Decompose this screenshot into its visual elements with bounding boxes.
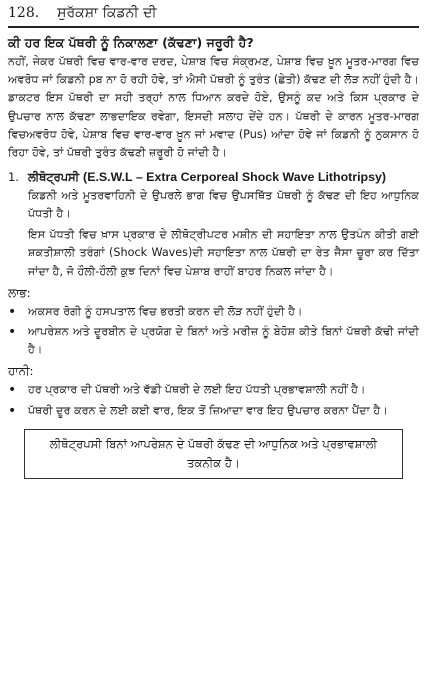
section-title-open-paren: (	[83, 170, 88, 185]
section-heading	[8, 168, 419, 187]
list-item	[8, 381, 419, 399]
list-item-text: ਪੱਥਰੀ ਦੂਰ ਕਰਨ ਦੇ ਲਈ ਕਈ ਵਾਰ, ਇਕ ਤੋਂ ਜ਼ਿਆਦਾ ਵਾਰ ਇਹ ਉਪਚਾਰ ਕਰਨਾ ਪੈਂਦਾ ਹੈ।	[28, 403, 388, 417]
bullet-icon: •	[8, 402, 17, 419]
bullet-icon: •	[8, 323, 17, 340]
section-title	[28, 168, 386, 187]
list-item	[8, 323, 419, 359]
list-item	[8, 402, 419, 420]
benefits-list	[8, 303, 419, 360]
summary-box: ਲੀਥੋਟ੍ਰਪਸੀ ਬਿਨਾਂ ਆਪਰੇਸ਼ਨ ਦੇ ਪੱਥਰੀ ਕੱਢਣ ਦੀ ਆਧੁਨਿਕ ਅਤੇ ਪ੍ਰਭਾਵਸ਼ਾਲੀ ਤਕਨੀਕ ਹੈ।	[24, 429, 403, 479]
question-heading: ਕੀ ਹਰ ਇਕ ਪੱਥਰੀ ਨੂੰ ਨਿਕਾਲਣਾ (ਕੱਢਣਾ) ਜਰੂਰੀ ਹੈ?	[8, 35, 254, 50]
drawbacks-label: ਹਾਨੀ:	[8, 364, 34, 379]
section-body	[8, 187, 419, 281]
list-item-text: ਆਪਰੇਸ਼ਨ ਅਤੇ ਦੂਰਬੀਨ ਦੇ ਪ੍ਰਯੋਗ ਦੇ ਬਿਨਾਂ ਅਤੇ ਮਰੀਜ਼ ਨੂੰ ਬੇਹੋਸ਼ ਕੀਤੇ ਬਿਨਾਂ ਪੱਥਰੀ ਕੱਢੀ ਜਾਂਦੀ ਹੈ।	[28, 324, 419, 357]
running-title: ਸੁਰੱਕਸ਼ਾ ਕਿਡਨੀ ਦੀ	[57, 5, 157, 21]
section-paragraph-2: ਇਸ ਪੱਧਤੀ ਵਿਚ ਖ਼ਾਸ ਪ੍ਰਕਾਰ ਦੇ ਲੀਥੋਟ੍ਰੀਪਟਰ ਮਸ਼ੀਨ ਦੀ ਸਹਾਇਤਾ ਨਾਲ ਉਤਪੰਨ ਕੀਤੀ ਗਈ ਸ਼ਕਤੀਸ਼ਾਲੀ ਤਰੰਗਾਂ (Shock Waves)ਦੀ ਸਹਾਇਤਾ ਨਾਲ ਪੱਥਰੀ ਦਾ ਰੇਤ ਜੈਸਾ ਚੂਰਾ ਕਰ ਦਿੱਤਾ ਜਾਂਦਾ ਹੈ, ਜੋ ਹੌਲੀ-ਹੌਲੀ ਕੁਝ ਦਿਨਾਂ ਵਿਚ ਪੇਸ਼ਾਬ ਰਾਹੀਂ ਬਾਹਰ ਨਿਕਲ ਜਾਂਦਾ ਹੈ।	[28, 228, 419, 278]
drawbacks-list	[8, 381, 419, 419]
section-number: 1.	[8, 170, 19, 185]
list-item-text: ਅਕਸਰ ਰੋਗੀ ਨੂੰ ਹਸਪਤਾਲ ਵਿਚ ਭਰਤੀ ਕਰਨ ਦੀ ਲੋੜ ਨਹੀਂ ਹੁੰਦੀ ਹੈ।	[28, 304, 303, 318]
section-title-english: E.S.W.L – Extra Cerporeal Shock Wave Lithotripsy)	[87, 170, 387, 185]
page-header	[8, 0, 419, 28]
page-number: 128.	[8, 5, 40, 21]
benefits-label: ਲਾਭ:	[8, 285, 31, 300]
bullet-icon: •	[8, 382, 17, 399]
list-item	[8, 303, 419, 321]
answer-paragraph: ਨਹੀਂ, ਜੇਕਰ ਪੱਥਰੀ ਵਿਚ ਵਾਰ-ਵਾਰ ਦਰਦ, ਪੇਸ਼ਾਬ ਵਿਚ ਸੰਕ੍ਰਮਣ, ਪੇਸ਼ਾਬ ਵਿਚ ਖ਼ੂਨ ਮੂਤਰ-ਮਾਰਗ ਵਿਚ ਅਵਰੋਧ ਜਾਂ ਕਿਡਨੀ pਬ ਨਾ ਹੋ ਰਹੀ ਹੋਵੇ, ਤਾਂ ਐਸੀ ਪੱਥਰੀ ਨੂੰ ਤੁਰੰਤ (ਛੇਤੀ) ਕੱਢਣ ਦੀ ਲੋੜ ਨਹੀਂ ਹੁੰਦੀ ਹੈ। ਡਾਕਟਰ ਇਸ ਪੱਥਰੀ ਦਾ ਸਹੀ ਤਰ੍ਹਾਂ ਨਾਲ ਧਿਆਨ ਕਰਦੇ ਹੋਏ, ਉਸਨੂੰ ਕਦ ਅਤੇ ਕਿਸ ਪ੍ਰਕਾਰ ਦੇ ਉਪਚਾਰ ਨਾਲ ਕੱਢਣਾ ਲਾਭਦਾਇਕ ਰਵੇਗਾ, ਇਸਦੀ ਸਲਾਹ ਦੇਂਦੇ ਹਨ। ਪੱਥਰੀ ਦੇ ਕਾਰਨ ਮੂਤਰ-ਮਾਰਗ ਵਿਚਅਵਰੋਧ ਹੋਵੇ, ਪੇਸ਼ਾਬ ਵਿਚ ਵਾਰ-ਵਾਰ ਖ਼ੂਨ ਜਾਂ ਮਵਾਦ (Pus) ਆਂਦਾ ਹੋਵੇ ਜਾਂ ਕਿਡਨੀ ਨੂੰ ਨੁਕਸਾਨ ਹੋ ਰਿਹਾ ਹੋਵੇ, ਤਾਂ ਪੱਥਰੀ ਤੁਰੰਤ ਕੱਢਣੀ ਜ਼ਰੂਰੀ ਹੋ ਜਾਂਦੀ ਹੈ।	[8, 55, 419, 160]
list-item-text: ਹਰ ਪ੍ਰਕਾਰ ਦੀ ਪੱਥਰੀ ਅਤੇ ਵੱਡੀ ਪੱਥਰੀ ਦੇ ਲਈ ਇਹ ਪੱਧਤੀ ਪ੍ਰਭਾਵਸ਼ਾਲੀ ਨਹੀਂ ਹੈ।	[28, 383, 366, 397]
bullet-icon: •	[8, 303, 17, 320]
section-title-punjabi: ਲੀਥੋਟ੍ਰਪਸੀ	[28, 170, 80, 185]
section-paragraph-1: ਕਿਡਨੀ ਅਤੇ ਮੂਤਰਵਾਹਿਨੀ ਦੇ ਉਪਰਲੇ ਭਾਗ ਵਿਚ ਉਪਸਥਿੱਤ ਪੱਥਰੀ ਨੂੰ ਕੱਢਣ ਦੀ ਇਹ ਆਧੁਨਿਕ ਪੱਧਤੀ ਹੈ।	[28, 188, 419, 220]
